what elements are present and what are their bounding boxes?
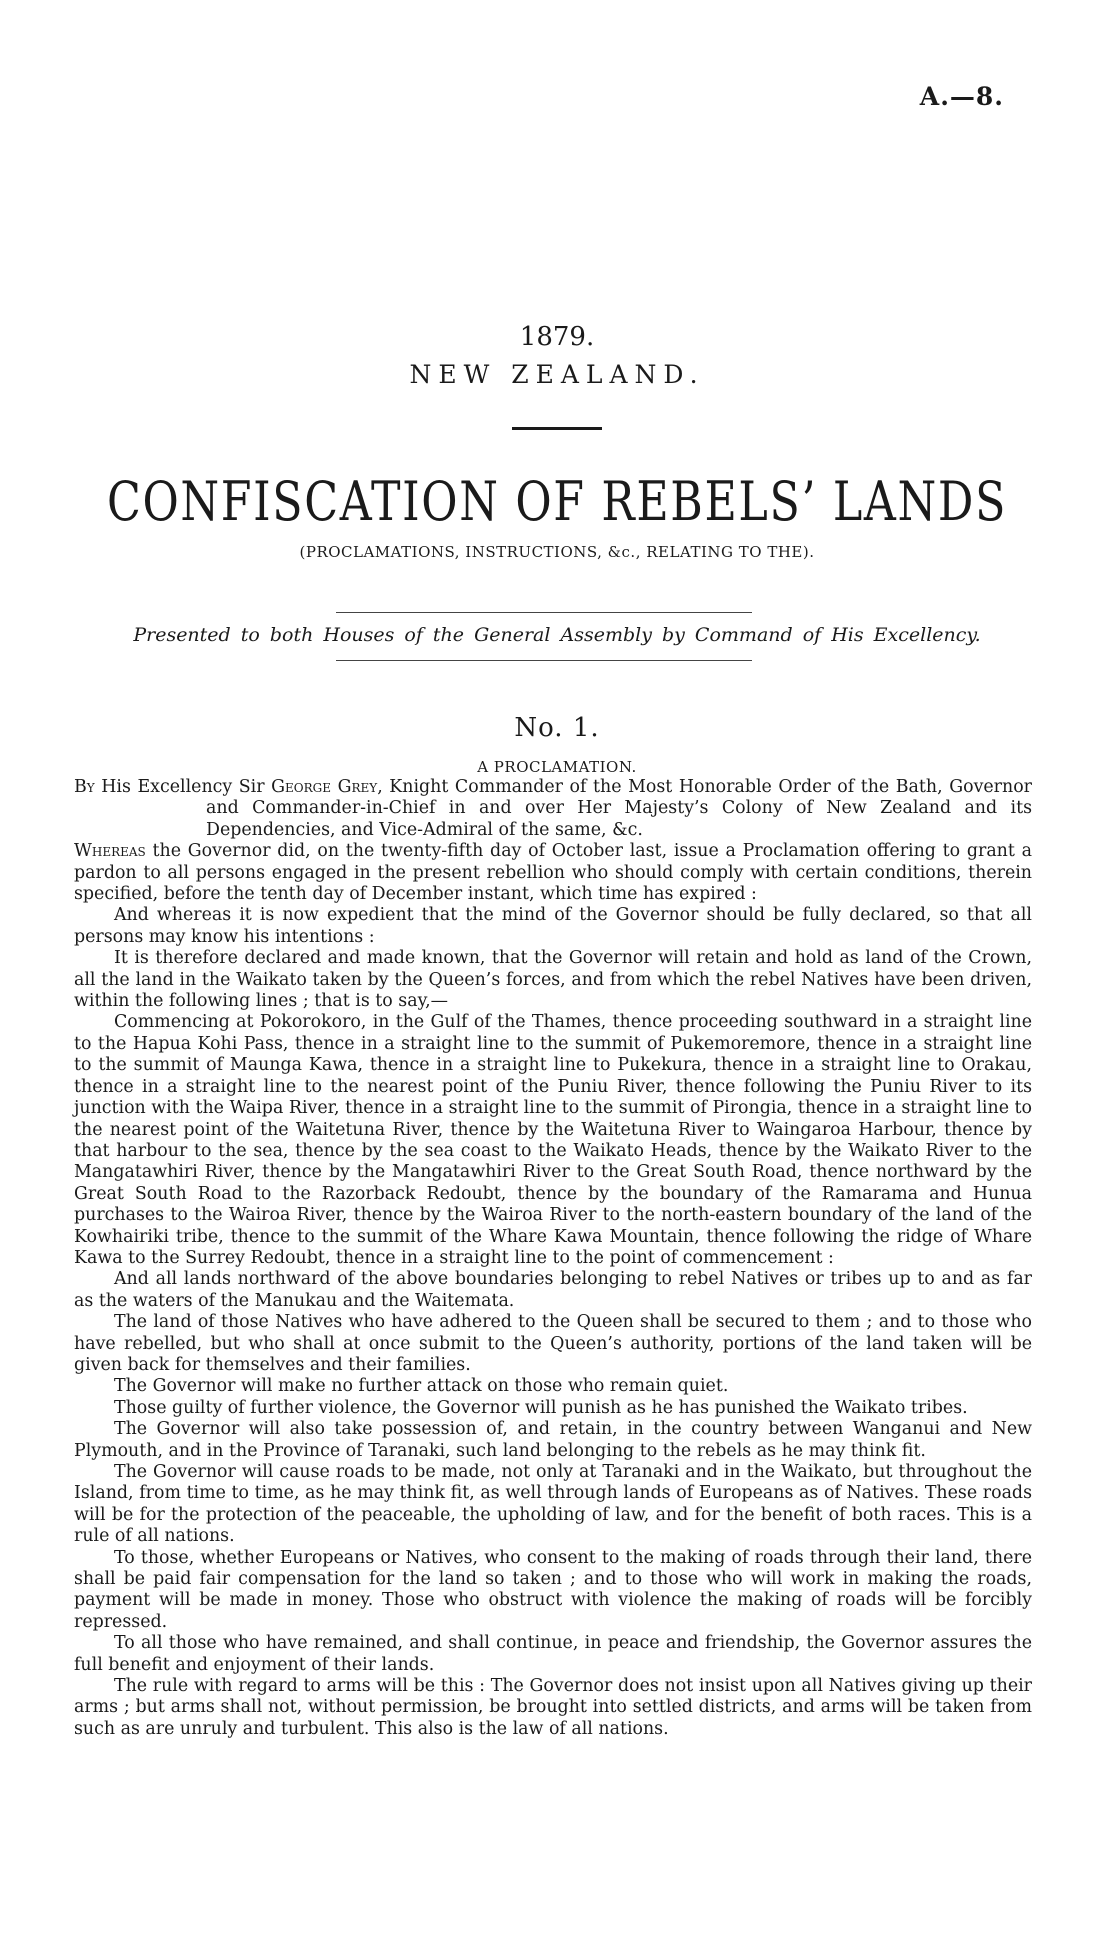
by-text-start: His Excellency Sir	[94, 777, 272, 797]
presented-rule-bottom	[336, 660, 752, 661]
body-paragraph: It is therefore declared and made known, that the Governor will retain and hold as land of the Crown, all the land in the Waikato taken by the Queen’s forces, and from which the rebel Natives have been driven, within the following lines ; that is to say,—	[74, 948, 1032, 1012]
by-lead-word: By	[74, 777, 95, 797]
whereas-text: the Governor did, on the twenty-fifth day of October last, issue a Proclamation offering to grant a pardon to all persons engaged in the present rebellion who should comply with certain conditions, therein specified, before the tenth day of December instant, which time has expired :	[74, 841, 1032, 905]
document-kind: A PROCLAMATION.	[477, 758, 637, 776]
body-paragraph: Commencing at Pokorokoro, in the Gulf of the Thames, thence proceeding southward in a straight line to the Hapua Kohi Pass, thence in a straight line to the summit of Pukemoremore, thence in a straight line to the summit of Maunga Kawa, thence in a straight line to Pukekura, thence in a straight line to Orakau, thence in a straight line to the nearest point of the Puniu River, thence following the Puniu River to its junction with the Waipa River, thence in a straight line to the summit of Pirongia, thence in a straight line to the nearest point of the Waitetuna River, thence by the Waitetuna River to Waingaroa Harbour, thence by that harbour to the sea, thence by the sea coast to the Waikato Heads, thence by the Waikato River to the Mangatawhiri River, thence by the Mangatawhiri River to the Great South Road, thence northward by the Great South Road to the Razorback Redoubt, thence by the boundary of the Ramarama and Hunua purchases to the Wairoa River, thence by the Wairoa River to the north-eastern boundary of the land of the Kowhairiki tribe, thence to the summit of the Whare Kawa Mountain, thence following the ridge of Whare Kawa to the Surrey Redoubt, thence in a straight line to the point of commencement :	[74, 1012, 1032, 1268]
presented-statement: Presented to both Houses of the General Assembly by Command of His Excellency.	[133, 624, 981, 646]
body-paragraph: The land of those Natives who have adhered to the Queen shall be secured to them ; and to those who have rebelled, but who shall at once submit to the Queen’s authority, portions of the land taken will be given back for themselves and their families.	[74, 1312, 1032, 1375]
body-paragraph: The Governor will also take possession of, and retain, in the country between Wanganui and New Plymouth, and in the Province of Taranaki, such land belonging to the rebels as he may think fit.	[74, 1419, 1032, 1461]
governor-name: George Grey	[271, 777, 378, 797]
body-paragraph: The rule with regard to arms will be this : The Governor does not insist upon all Natives giving up their arms ; but arms shall not, without permission, be brought into settled districts, and arms will be taken from such as are unruly and turbulent. This also is the law of all nations.	[74, 1676, 1032, 1739]
document-body	[74, 777, 1032, 1740]
page-reference: A.—8.	[919, 82, 1004, 111]
body-paragraph: And whereas it is now expedient that the mind of the Governor should be fully declared, so that all persons may know his intentions :	[74, 905, 1032, 947]
country-heading: NEW ZEALAND.	[409, 360, 705, 389]
by-text-end: , Knight Commander of the Most Honorable Order of the Bath, Governor and Commander-in-Chief in and over Her Majesty’s Colony of New Zealand and its Dependencies, and Vice-Admiral of the same, &c.	[206, 777, 1032, 840]
whereas-paragraph	[74, 841, 1032, 905]
body-paragraph: The Governor will cause roads to be made, not only at Taranaki and in the Waikato, but throughout the Island, from time to time, as he may think fit, as well through lands of Europeans as of Natives. These roads will be for the protection of the peaceable, the upholding of law, and for the benefit of both races. This is a rule of all nations.	[74, 1462, 1032, 1547]
body-paragraph: The Governor will make no further attack on those who remain quiet.	[114, 1376, 729, 1397]
page-title: CONFISCATION OF REBELS’ LANDS	[106, 470, 1008, 533]
document-year: 1879.	[519, 322, 595, 352]
page-subtitle: (PROCLAMATIONS, INSTRUCTIONS, &c., RELATING TO THE).	[299, 543, 815, 561]
whereas-lead-word: Whereas	[74, 841, 146, 862]
body-paragraph: To all those who have remained, and shall continue, in peace and friendship, the Governor assures the full benefit and enjoyment of their lands.	[74, 1633, 1032, 1675]
title-divider	[512, 427, 602, 430]
by-paragraph	[74, 777, 1032, 841]
body-paragraph: And all lands northward of the above boundaries belonging to rebel Natives or tribes up to and as far as the waters of the Manukau and the Waitemata.	[74, 1269, 1032, 1311]
document-number: No. 1.	[514, 713, 600, 743]
body-paragraph: To those, whether Europeans or Natives, who consent to the making of roads through their land, there shall be paid fair compensation for the land so taken ; and to those who will work in making the roads, payment will be made in money. Those who obstruct with violence the making of roads will be forcibly repressed.	[74, 1547, 1032, 1632]
body-paragraph: Those guilty of further violence, the Governor will punish as he has punished the Waikato tribes.	[114, 1397, 968, 1418]
presented-rule-top	[336, 612, 752, 613]
